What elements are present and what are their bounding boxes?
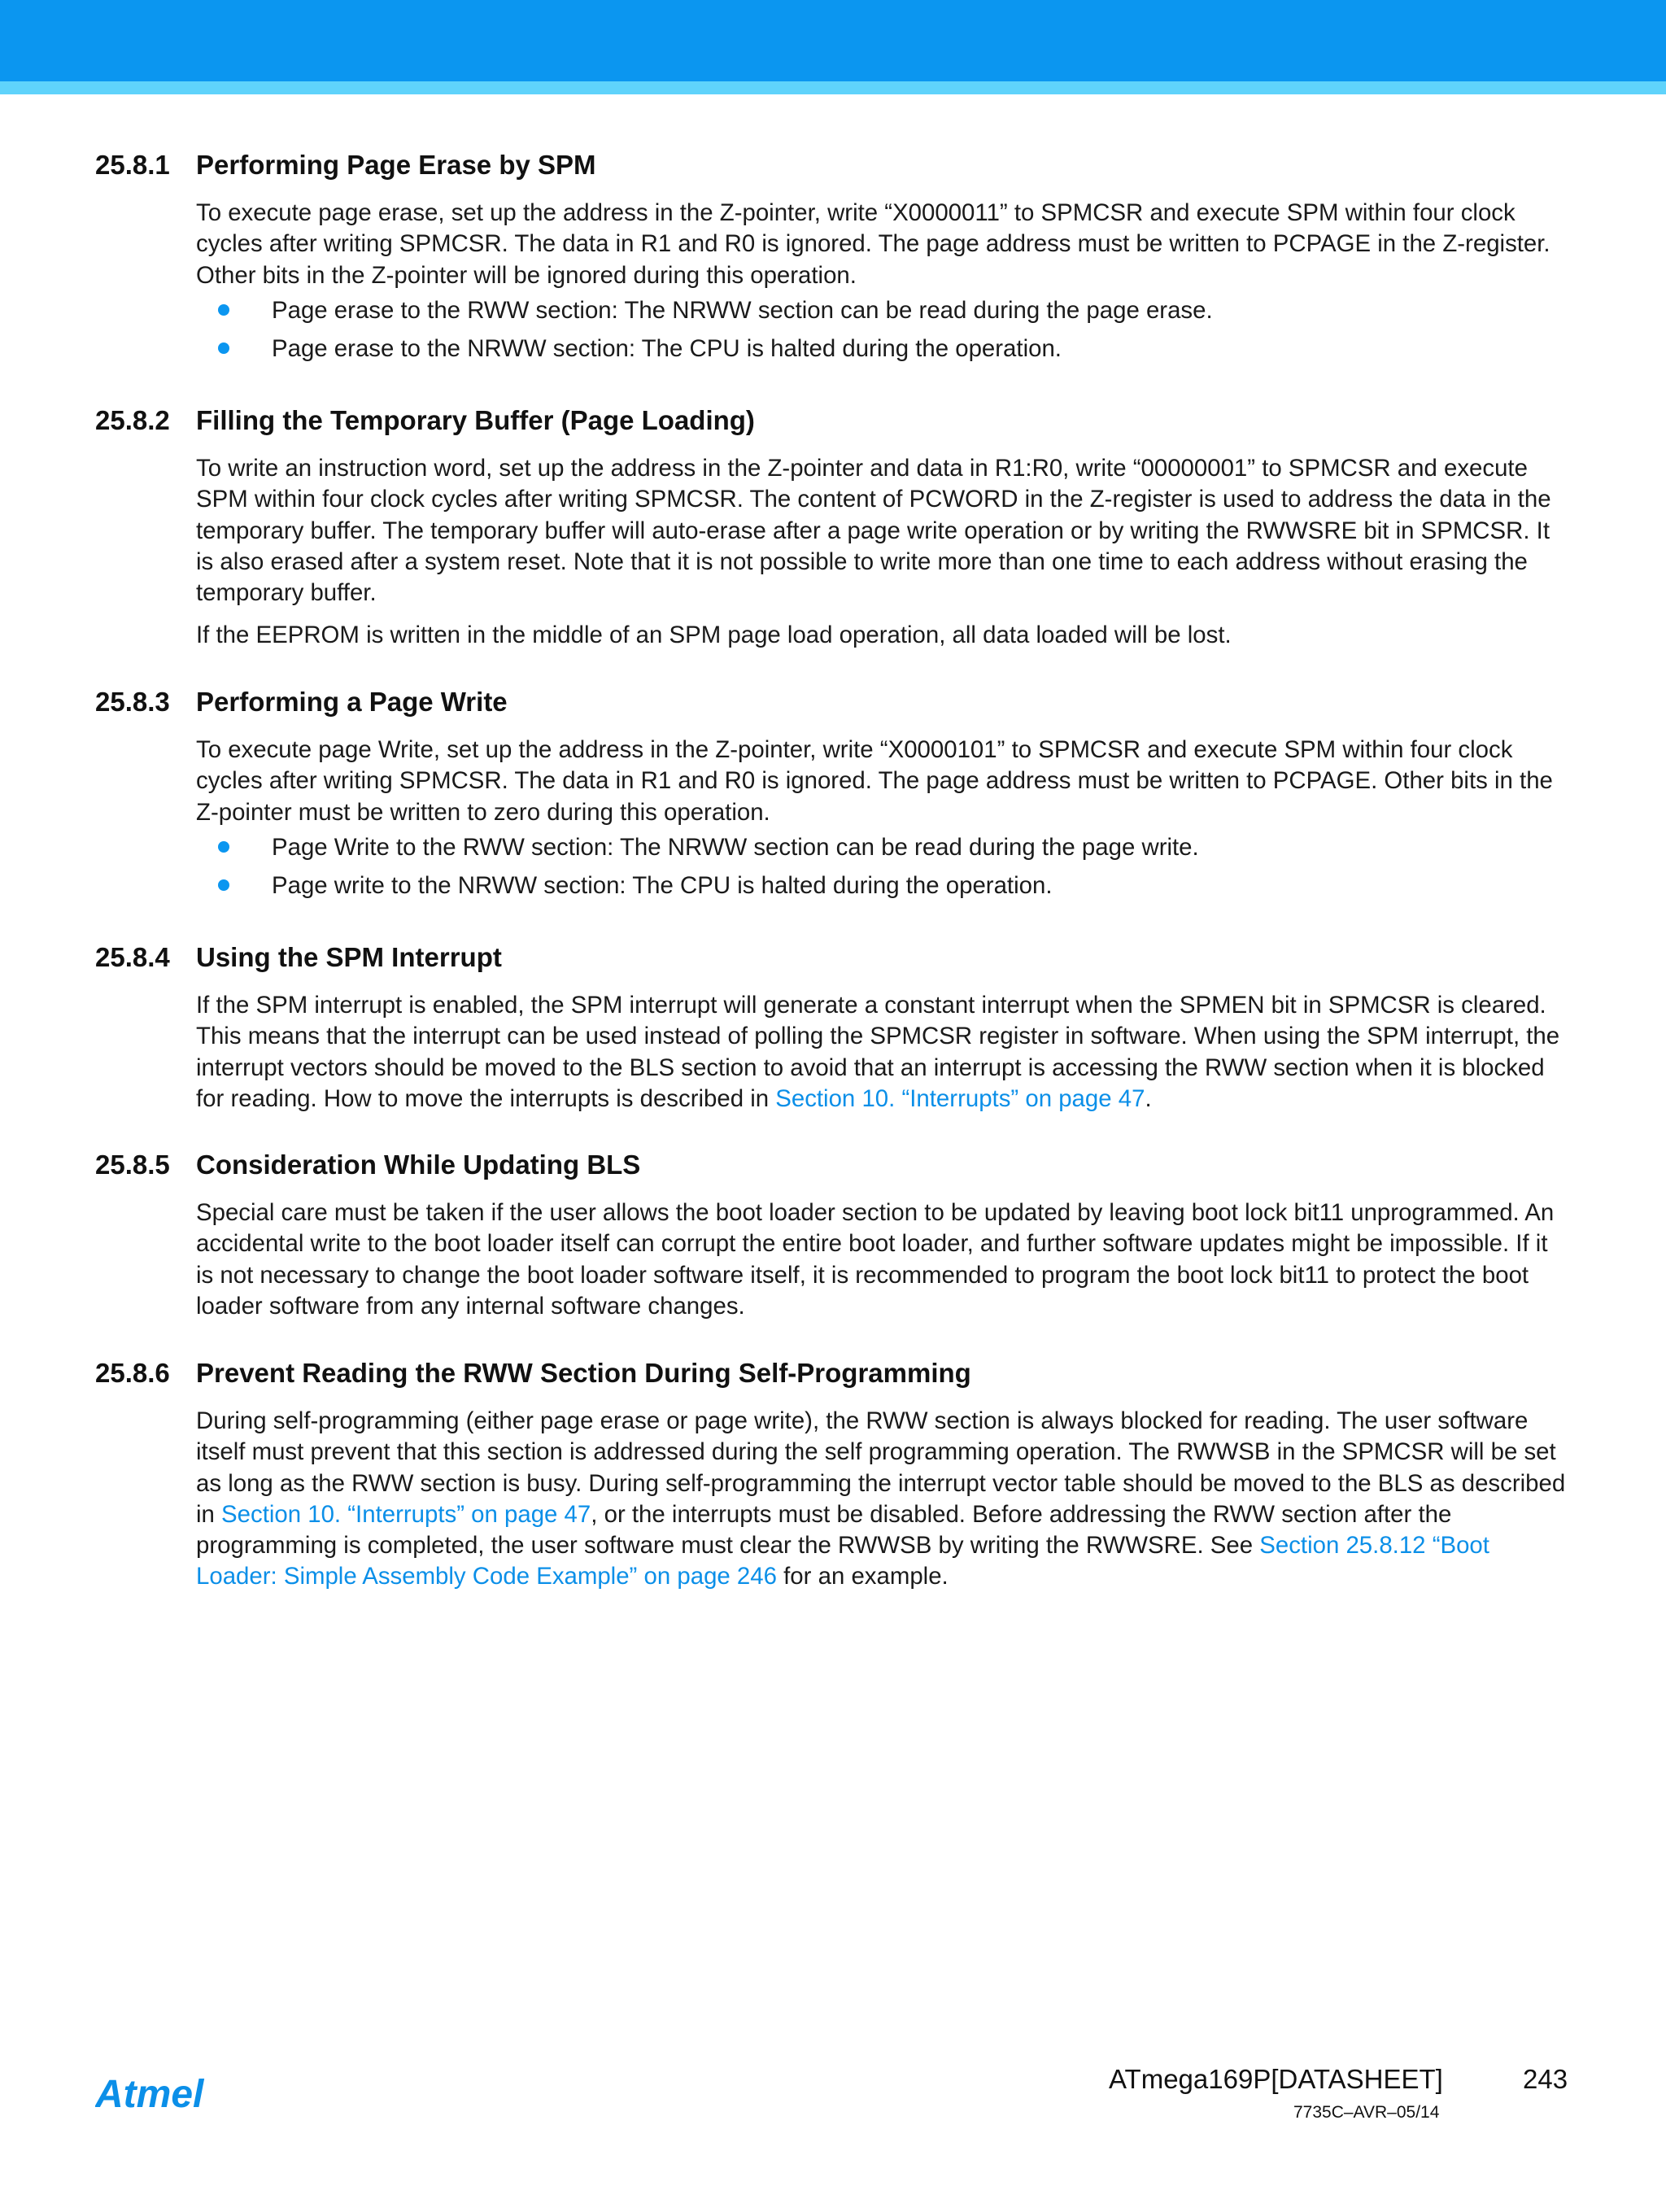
paragraph: If the EEPROM is written in the middle of an SPM page load operation, all data loaded will be lost. xyxy=(196,622,1232,649)
bullet-icon xyxy=(218,304,229,316)
bullet-icon xyxy=(218,879,229,891)
list-item xyxy=(196,866,1567,905)
section-heading xyxy=(95,686,508,718)
bullet-icon xyxy=(218,841,229,853)
page-number: 243 xyxy=(1523,2064,1568,2094)
list-item xyxy=(196,828,1567,866)
svg-text:Atmel: Atmel xyxy=(95,2075,204,2115)
section-heading xyxy=(95,1357,971,1390)
header-band xyxy=(0,0,1666,81)
section-body xyxy=(196,198,1567,368)
paragraph: To execute page Write, set up the address in the Z-pointer, write “X0000101” to SPMCSR and execute SPM within four clock cycles after writing SPMCSR. The data in R1 and R0 is ignored. The page address must be written to PCPAGE. Other bits in the Z-pointer must be written to zero during this operation. xyxy=(196,736,1553,826)
section-number: 25.8.5 xyxy=(95,1150,170,1180)
section-title: Consideration While Updating BLS xyxy=(196,1150,641,1180)
document-title: ATmega169P[DATASHEET] xyxy=(1109,2064,1443,2094)
header-stripe xyxy=(0,81,1666,94)
section-title: Filling the Temporary Buffer (Page Loading) xyxy=(196,405,755,435)
paragraph: Special care must be taken if the user allows the boot loader section to be updated by leaving boot lock bit11 unprogrammed. An accidental write to the boot loader itself can corrupt the entire boot loader, and further software updates might be impossible. If it is not necessary to change the boot loader software itself, it is recommended to program the boot lock bit11 to protect the boot loader software from any internal software changes. xyxy=(196,1199,1555,1320)
section-number: 25.8.6 xyxy=(95,1358,170,1388)
paragraph: To execute page erase, set up the address in the Z-pointer, write “X0000011” to SPMCSR and execute SPM within four clock cycles after writing SPMCSR. The data in R1 and R0 is ignored. The page address must be written to PCPAGE in the Z-register. Other bits in the Z-pointer will be ignored during this operation. xyxy=(196,199,1550,289)
document-code: 7735C–AVR–05/14 xyxy=(1293,2103,1440,2122)
list-item xyxy=(196,291,1567,329)
section-body xyxy=(196,453,1567,663)
section-heading xyxy=(95,1149,640,1181)
paragraph: During self-programming (either page erase or page write), the RWW section is always blocked for reading. The user software itself must prevent that this section is addressed during the self programming operation. The RWWSB in the SPMCSR will be set as long as the RWW section is busy. During self-programming the interrupt vector table should be moved to the BLS as described in Section 10. “Interrupts” on page 47, or the interrupts must be disabled. Before addressing the RWW section after the programming is completed, the user software must clear the RWWSB by writing the RWWSRE. See Section 25.8.12 “Boot Loader: Simple Assembly Code Example” on page 246 for an example. xyxy=(196,1407,1566,1590)
section-body xyxy=(196,1406,1567,1604)
list-item-text: Page erase to the RWW section: The NRWW section can be read during the page erase. xyxy=(272,296,1213,324)
section-title: Using the SPM Interrupt xyxy=(196,942,502,972)
section-body xyxy=(196,990,1567,1126)
bullet-list xyxy=(196,291,1567,368)
boot-loader-example-link[interactable]: Section 25.8.12 “Boot Loader: Simple Assembly Code Example” on page 246 xyxy=(196,1532,1489,1590)
section-title: Prevent Reading the RWW Section During Self-Programming xyxy=(196,1358,971,1388)
atmel-logo-icon xyxy=(95,2075,242,2115)
section-body xyxy=(196,1198,1567,1333)
list-item-text: Page Write to the RWW section: The NRWW section can be read during the page write. xyxy=(272,833,1199,861)
paragraph: If the SPM interrupt is enabled, the SPM interrupt will generate a constant interrupt when the SPMEN bit in SPMCSR is cleared. This means that the interrupt can be used instead of polling the SPMCSR register in software. When using the SPM interrupt, the interrupt vectors should be moved to the BLS section to avoid that an interrupt is accessing the RWW section when it is blocked for reading. How to move the interrupts is described in Section 10. “Interrupts” on page 47. xyxy=(196,992,1560,1112)
section-heading xyxy=(95,404,755,437)
list-item xyxy=(196,329,1567,368)
section-body xyxy=(196,735,1567,905)
section-number: 25.8.4 xyxy=(95,942,170,972)
section-heading xyxy=(95,149,596,181)
bullet-list xyxy=(196,828,1567,905)
bullet-icon xyxy=(218,342,229,354)
section-number: 25.8.3 xyxy=(95,687,170,717)
list-item-text: Page write to the NRWW section: The CPU is halted during the operation. xyxy=(272,871,1053,899)
section-title: Performing Page Erase by SPM xyxy=(196,150,596,180)
interrupts-section-link[interactable]: Section 10. “Interrupts” on page 47 xyxy=(221,1500,591,1528)
section-number: 25.8.2 xyxy=(95,405,170,435)
atmel-logo xyxy=(95,2075,242,2119)
section-heading xyxy=(95,941,502,974)
section-title: Performing a Page Write xyxy=(196,687,508,717)
section-number: 25.8.1 xyxy=(95,150,170,180)
paragraph: To write an instruction word, set up the address in the Z-pointer and data in R1:R0, write “00000001” to SPMCSR and execute SPM within four clock cycles after writing SPMCSR. The content of PCWORD in the Z-register is used to address the data in the temporary buffer. The temporary buffer will auto-erase after a page write operation or by writing the RWWSRE bit in SPMCSR. It is also erased after a system reset. Note that it is not possible to write more than one time to each address without erasing the temporary buffer. xyxy=(196,455,1551,607)
interrupts-section-link[interactable]: Section 10. “Interrupts” on page 47 xyxy=(775,1084,1145,1112)
list-item-text: Page erase to the NRWW section: The CPU is halted during the operation. xyxy=(272,334,1062,362)
